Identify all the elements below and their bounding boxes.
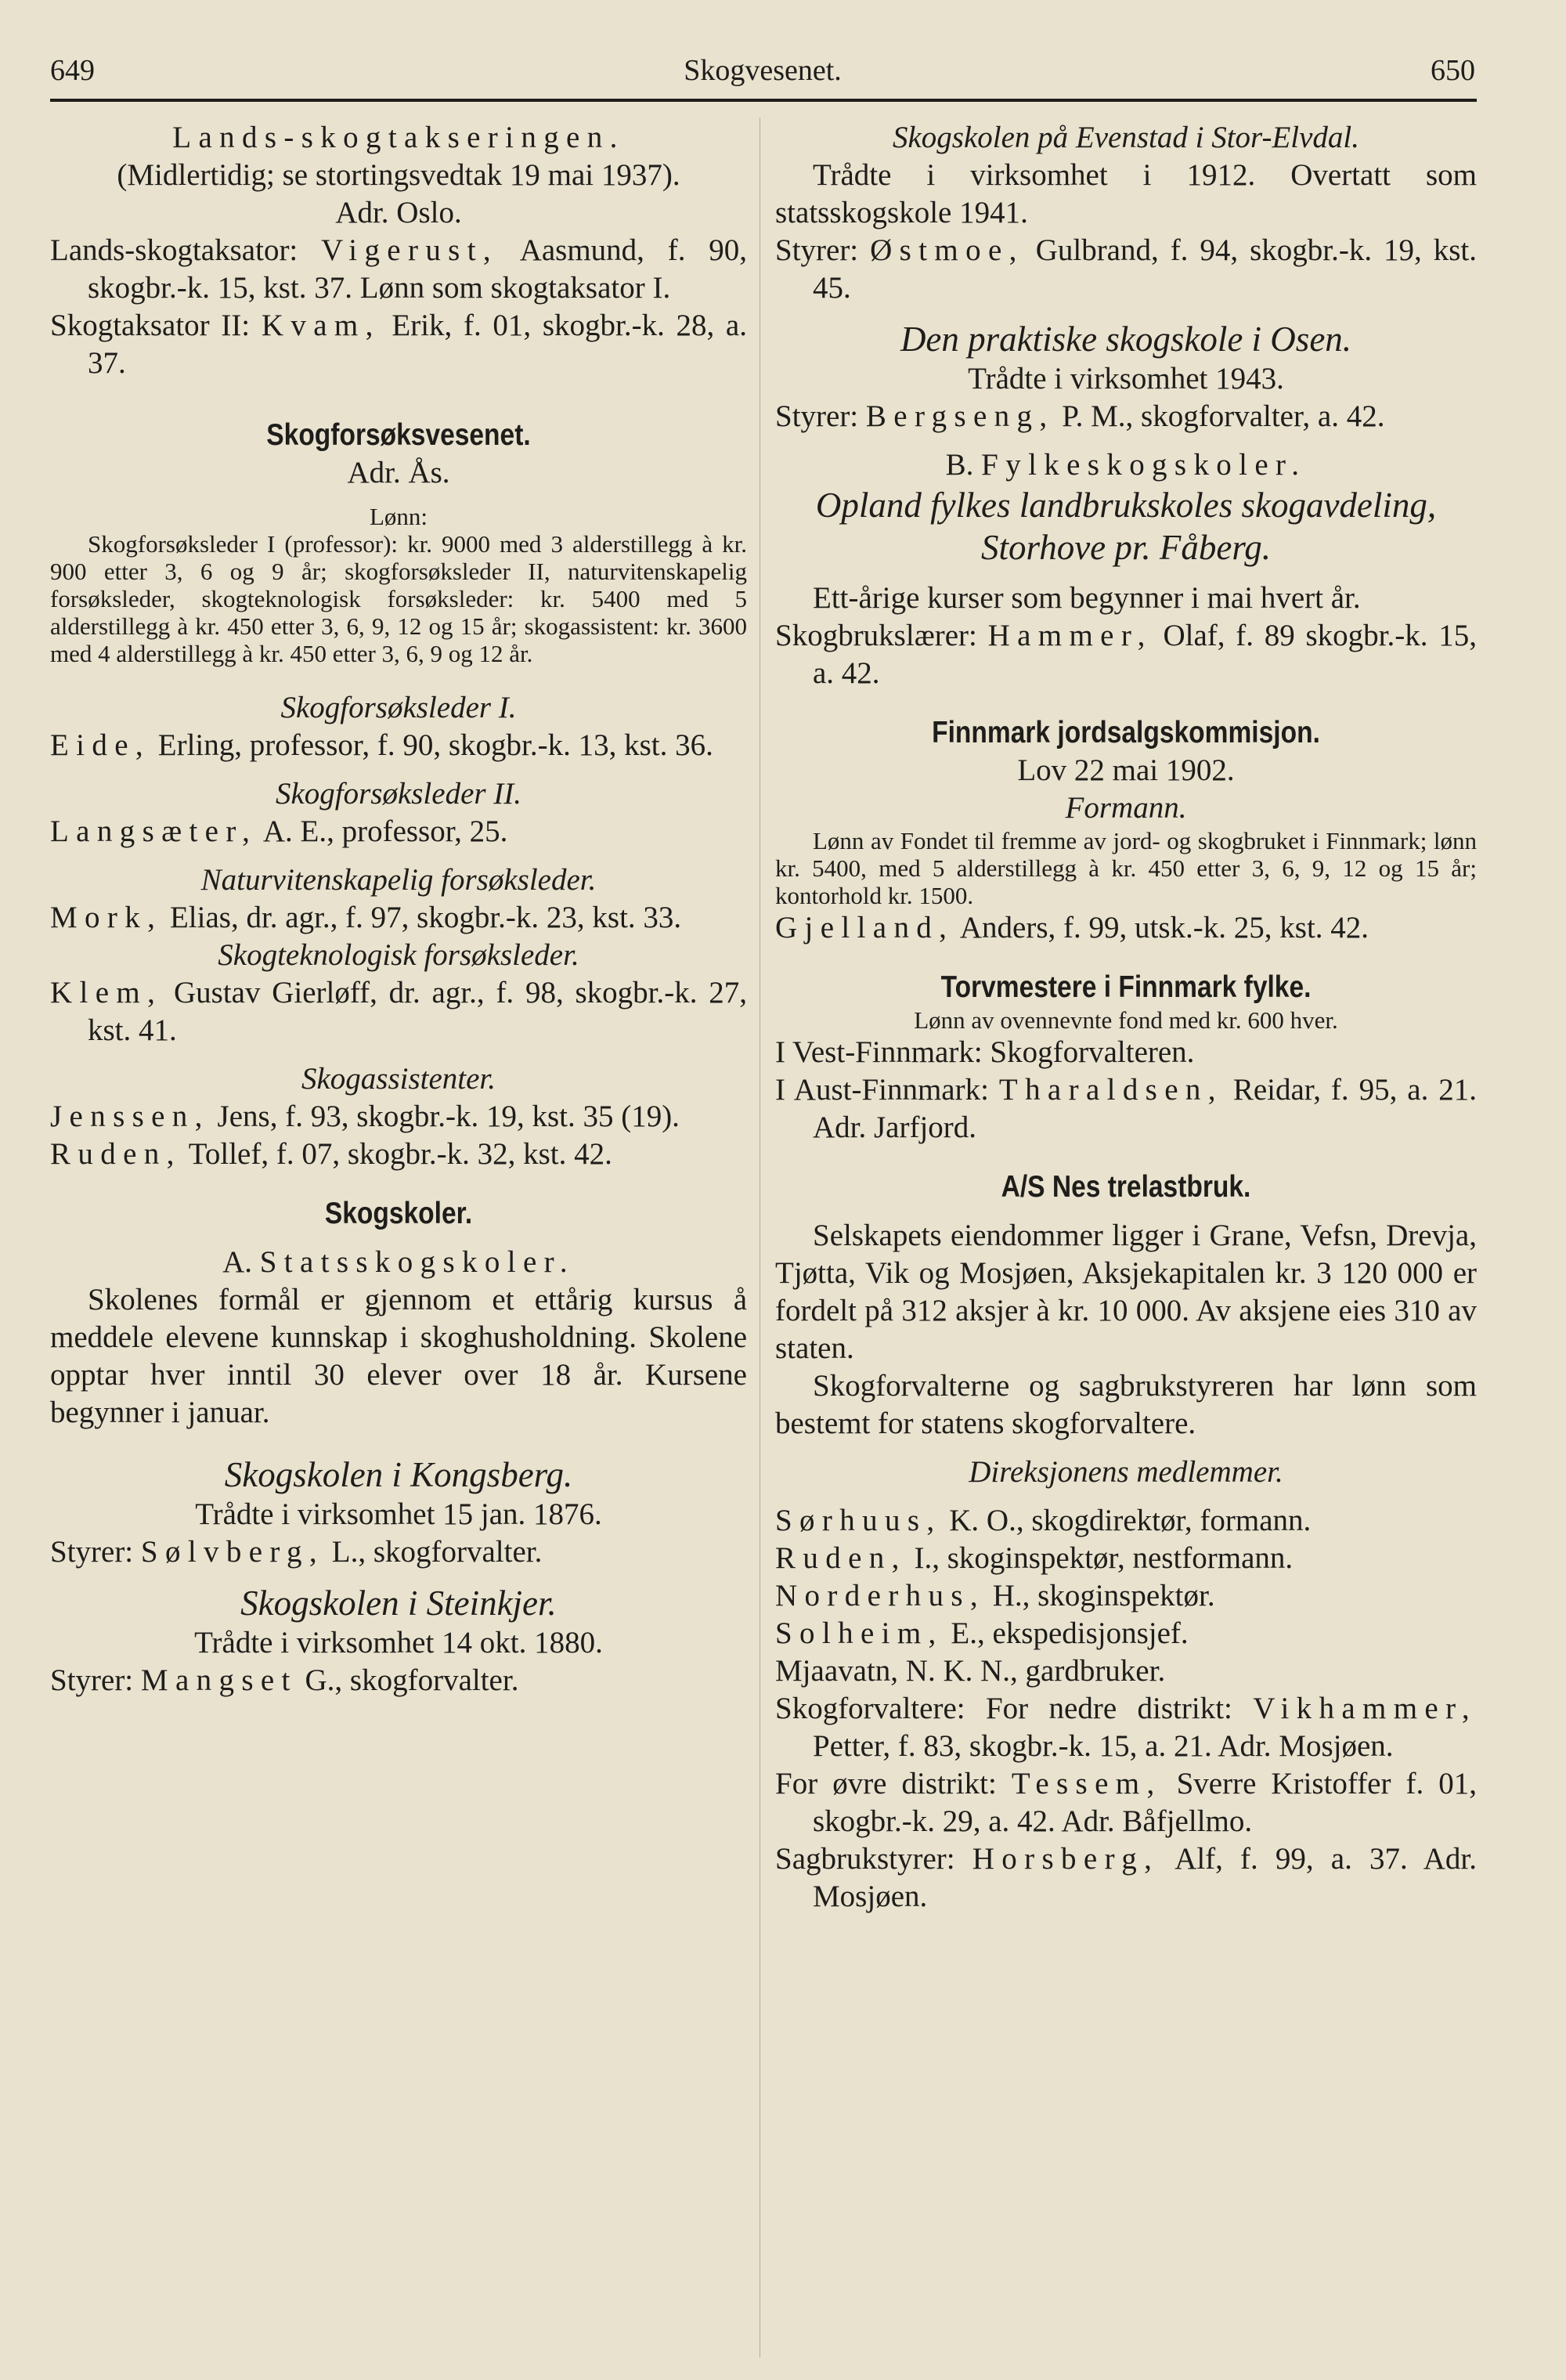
kongsberg-styrer: [50, 1533, 747, 1571]
leder2-heading: Skogforsøksleder II.: [275, 777, 522, 811]
details: Erling, professor, f. 90, skogbr.-k. 13, kst. 36.: [157, 728, 713, 762]
running-header: [50, 50, 1475, 91]
details: Sverre Kristoffer f. 01, skogbr.-k. 29, a. 42. Adr. Båfjellmo.: [813, 1767, 1478, 1838]
osen-started: Trådte i virksomhet 1943.: [968, 362, 1284, 395]
nes-text-1: Selskapets eiendommer ligger i Grane, Vefsn, Drevja, Tjøtta, Vik og Mosjøen, Aksjekapitalen kr. 3 120 000 er fordelt på 312 aksjer à kr. 10 000. Av aksjene eies 310 av staten.: [775, 1219, 1477, 1365]
details: Anders, f. 99, utsk.-k. 25, kst. 42.: [959, 911, 1369, 944]
role: Styrer:: [775, 399, 859, 433]
person-name: Norderhus,: [775, 1579, 985, 1613]
finnmark-formann: Formann.: [1065, 791, 1187, 825]
evenstad-text: Trådte i virksomhet i 1912. Overtatt som statsskogskole 1941.: [775, 158, 1477, 229]
left-page-number: 649: [50, 54, 95, 87]
stats-title: [50, 1244, 747, 1281]
region: I Aust-Finnmark:: [775, 1073, 989, 1107]
details: Reidar, f. 95, a. 21. Adr. Jarfjord.: [813, 1073, 1478, 1144]
member-entry: [775, 1615, 1477, 1652]
role: Styrer:: [775, 233, 859, 267]
section-name: Statsskogskoler.: [259, 1245, 575, 1279]
assist1-entry: [50, 1098, 747, 1136]
stats-text: Skolenes formål er gjennom et ettårig kursus å meddele elevene kunnskap i skoghusholdning. Skolene opptar hver inntil 30 elever over 18 år. Kursene begynner i januar.: [50, 1283, 747, 1429]
person-name: Østmoe,: [870, 233, 1024, 267]
person-name: Sørhuus,: [775, 1504, 942, 1537]
details: I., skoginspektør, nestformann.: [914, 1541, 1294, 1575]
right-page-number: 650: [1431, 54, 1475, 87]
tekno-heading: Skogteknologisk forsøksleder.: [218, 938, 579, 972]
person-name: Tessem,: [1011, 1767, 1162, 1800]
direk-heading: Direksjonens medlemmer.: [969, 1455, 1283, 1489]
person-name: Solheim,: [775, 1616, 944, 1650]
role: Skogtaksator II:: [50, 309, 251, 342]
person-name: Sølvberg,: [140, 1535, 325, 1569]
assist-heading: Skogassistenter.: [301, 1062, 496, 1096]
role: Styrer:: [50, 1535, 134, 1569]
details: Tollef, f. 07, skogbr.-k. 32, kst. 42.: [188, 1137, 612, 1171]
person-name: Mork,: [50, 901, 163, 934]
details: Gustav Gierløff, dr. agr., f. 98, skogbr.-k. 27, kst. 41.: [88, 976, 748, 1047]
finnmark-lonn: Lønn av Fondet til fremme av jord- og skogbruket i Finnmark; lønn kr. 5400, med 5 alderstillegg à kr. 450 etter 3, 6, 9, 12 og 15 år; kontorhold kr. 1500.: [775, 827, 1477, 909]
details: Olaf, f. 89 skogbr.-k. 15, a. 42.: [813, 619, 1477, 690]
details: P. M., skogforvalter, a. 42.: [1062, 399, 1385, 433]
sagbrukstyrer-entry: [775, 1840, 1477, 1916]
person-name: Gjelland,: [775, 911, 954, 944]
lands-taksator2-entry: [50, 307, 747, 382]
finnmark-lov: Lov 22 mai 1902.: [1017, 753, 1235, 787]
person-name: Bergseng,: [865, 399, 1055, 433]
opland-laerer: [775, 617, 1477, 692]
member-entry: [775, 1540, 1477, 1577]
member-entry: Mjaavatn, N. K. N., gardbruker.: [775, 1654, 1166, 1688]
skogforvalter-ovre: [775, 1765, 1477, 1840]
lands-title: Lands-skogtakseringen.: [172, 121, 625, 154]
section-name: Fylkeskogskoler.: [981, 448, 1307, 482]
opland-heading: Opland fylkes landbrukskoles skogavdeling, Storhove pr. Fåberg.: [815, 486, 1437, 567]
osen-styrer: [775, 398, 1477, 435]
forsok-address: Adr. Ås.: [347, 456, 450, 489]
person-name: Tharaldsen,: [998, 1073, 1223, 1107]
person-name: Eide,: [50, 728, 151, 762]
finnmark-title: Finnmark jordsalgskommisjon.: [932, 716, 1320, 749]
details: Gulbrand, f. 94, skogbr.-k. 19, kst. 45.: [813, 233, 1478, 305]
role: Styrer:: [50, 1663, 134, 1697]
right-column: [775, 119, 1477, 1916]
person-name: Klem,: [50, 976, 163, 1009]
fylke-title: [775, 446, 1477, 484]
person-name: Ruden,: [775, 1541, 907, 1575]
assist2-entry: [50, 1136, 747, 1173]
role: Sagbrukstyrer:: [775, 1842, 955, 1876]
person-name: Horsberg,: [972, 1842, 1160, 1876]
details: G., skogforvalter.: [305, 1663, 519, 1697]
person-name: Kvam,: [261, 309, 381, 342]
leder2-entry: [50, 813, 747, 851]
steinkjer-started: Trådte i virksomhet 14 okt. 1880.: [194, 1626, 603, 1659]
person-name: Vikhammer,: [1253, 1692, 1477, 1725]
details: Jens, f. 93, skogbr.-k. 19, kst. 35 (19).: [217, 1100, 680, 1133]
skoler-title: Skogskoler.: [324, 1197, 473, 1230]
section-letter: A.: [222, 1245, 252, 1279]
finnmark-entry: [775, 909, 1477, 947]
person-name: Hammer,: [987, 619, 1153, 652]
steinkjer-styrer: [50, 1662, 747, 1699]
opland-text: Ett-årige kurser som begynner i mai hvert år.: [813, 581, 1361, 615]
details: Alf, f. 99, a. 37. Adr. Mosjøen.: [813, 1842, 1477, 1913]
natur-entry: [50, 899, 747, 937]
person-name: Ruden,: [50, 1137, 182, 1171]
steinkjer-heading: Skogskolen i Steinkjer.: [240, 1584, 557, 1623]
skogforvalter-nedre: [775, 1690, 1477, 1765]
torv-aust: [775, 1071, 1477, 1147]
person-name: Jenssen,: [50, 1100, 210, 1133]
header-rule: [50, 99, 1477, 102]
nes-title: A/S Nes trelastbruk.: [1001, 1170, 1251, 1204]
details: Elias, dr. agr., f. 97, skogbr.-k. 23, kst. 33.: [169, 901, 682, 934]
person-name: Langsæter,: [50, 814, 258, 848]
evenstad-heading: Skogskolen på Evenstad i Stor-Elvdal.: [892, 121, 1359, 154]
details: K. O., skogdirektør, formann.: [949, 1504, 1312, 1537]
forsok-title: Skogforsøksvesenet.: [266, 418, 531, 452]
natur-heading: Naturvitenskapelig forsøksleder.: [200, 863, 597, 897]
nes-text-2: Skogforvalterne og sagbrukstyreren har lønn som bestemt for statens skogforvaltere.: [775, 1369, 1477, 1440]
role: Lands-skogtaksator:: [50, 233, 298, 267]
kongsberg-started: Trådte i virksomhet 15 jan. 1876.: [195, 1497, 602, 1531]
details: A. E., professor, 25.: [262, 814, 508, 848]
kongsberg-heading: Skogskolen i Kongsberg.: [224, 1455, 573, 1494]
osen-heading: Den praktiske skogskole i Osen.: [900, 320, 1352, 359]
role: Skogforvaltere: For nedre distrikt:: [775, 1692, 1232, 1725]
left-column: [50, 119, 747, 1699]
torv-lonn: Lønn av ovennevnte fond med kr. 600 hver.: [914, 1006, 1338, 1034]
evenstad-styrer: [775, 232, 1477, 307]
leder1-entry: [50, 727, 747, 764]
section-letter: B.: [945, 448, 974, 482]
role: Skogbrukslærer:: [775, 619, 977, 652]
leder1-heading: Skogforsøksleder I.: [280, 691, 517, 724]
details: E., ekspedisjonsjef.: [951, 1616, 1189, 1650]
lands-address: Adr. Oslo.: [335, 196, 462, 229]
details: Aasmund, f. 90, skogbr.-k. 15, kst. 37. Lønn som skogtaksator I.: [88, 233, 747, 305]
tekno-entry: [50, 974, 747, 1049]
page-title: Skogvesenet.: [684, 54, 842, 87]
person-name: Mangset: [140, 1663, 298, 1697]
role: For øvre distrikt:: [775, 1767, 997, 1800]
forsok-lonn-label: Lønn:: [369, 503, 428, 530]
torv-title: Torvmestere i Finnmark fylke.: [940, 970, 1312, 1004]
member-entry: [775, 1577, 1477, 1615]
lands-taksator-entry: [50, 232, 747, 307]
person-name: Vigerust,: [321, 233, 499, 267]
forsok-lonn-text: Skogforsøksleder I (professor): kr. 9000 med 3 alderstillegg à kr. 900 etter 3, 6 og 9 år; skogforsøksleder II, naturvitenskapelig forsøksleder, skogteknologisk forsøksleder: kr. 5400 med 5 alderstillegg à kr. 450 etter 3, 6, 9, 12 og 15 år; skogassistent: kr. 3600 med 4 alderstillegg à kr. 450 etter 3, 6, 9 og 12 år.: [50, 530, 747, 667]
member-entry: [775, 1502, 1477, 1540]
details: H., skoginspektør.: [992, 1579, 1215, 1613]
details: L., skogforvalter.: [331, 1535, 543, 1569]
torv-vest: I Vest-Finnmark: Skogforvalteren.: [775, 1035, 1195, 1069]
lands-note: (Midlertidig; se stortingsvedtak 19 mai 1937).: [117, 158, 680, 192]
details: Petter, f. 83, skogbr.-k. 15, a. 21. Adr. Mosjøen.: [813, 1729, 1394, 1763]
details: Erik, f. 01, skogbr.-k. 28, a. 37.: [88, 309, 747, 380]
